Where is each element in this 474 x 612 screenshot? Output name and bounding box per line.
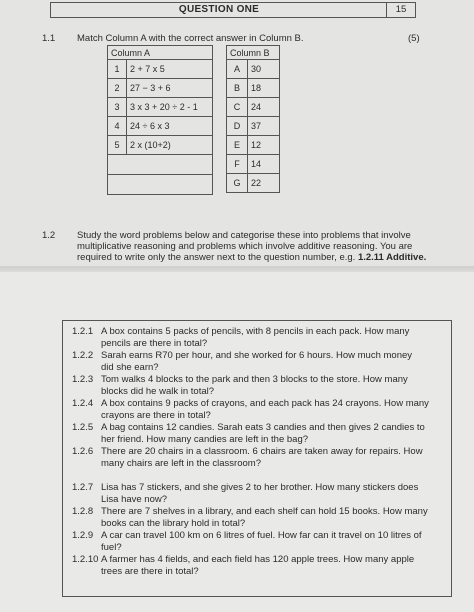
q12-line-with-example xyxy=(77,252,457,263)
column-b-row xyxy=(227,155,280,174)
problem-text: A farmer has 4 fields, and each field has 120 apple trees. How many apple trees are there in total? xyxy=(101,554,415,577)
question-header-bar xyxy=(50,2,416,18)
column-b-letter: B xyxy=(227,79,248,98)
column-b-letter: F xyxy=(227,155,248,174)
column-a-table xyxy=(107,45,213,195)
column-b-value: 22 xyxy=(248,174,280,193)
column-a-empty-row xyxy=(108,175,213,195)
q12-line: Study the word problems below and categorise these into problems that involve xyxy=(77,230,411,241)
column-b-value: 37 xyxy=(248,117,280,136)
column-b-row xyxy=(227,136,280,155)
question-total-marks: 15 xyxy=(386,3,415,17)
column-a-row-number: 5 xyxy=(108,136,127,155)
column-b-letter: C xyxy=(227,98,248,117)
q12-instruction xyxy=(77,230,457,263)
column-b-row xyxy=(227,98,280,117)
column-b-row xyxy=(227,60,280,79)
question-title: QUESTION ONE xyxy=(178,4,260,15)
problem-number: 1.2.7 xyxy=(72,482,94,493)
column-a-row xyxy=(108,79,213,98)
column-b-row xyxy=(227,117,280,136)
q11-instruction: Match Column A with the correct answer in Column B. xyxy=(77,33,304,44)
problem-text: There are 20 chairs in a classroom. 6 chairs are taken away for repairs. How many chairs are left in the classroom? xyxy=(101,446,423,469)
problem-text: A bag contains 12 candies. Sarah eats 3 candies and then gives 2 candies to her friend. How many candies are left in the bag? xyxy=(101,422,425,445)
q12-line: multiplicative reasoning and problems which involve additive reasoning. You are xyxy=(77,241,413,252)
column-b-row xyxy=(227,79,280,98)
column-b-value: 14 xyxy=(248,155,280,174)
problem-number: 1.2.2 xyxy=(72,350,94,361)
problem-text: Tom walks 4 blocks to the park and then 3 blocks to the store. How many blocks did he walk in total? xyxy=(101,374,408,397)
problem-text: There are 7 shelves in a library, and each shelf can hold 15 books. How many books can the library hold in total? xyxy=(101,506,428,529)
problem-number: 1.2.3 xyxy=(72,374,94,385)
column-a-row xyxy=(108,117,213,136)
column-a-expression: 2 + 7 x 5 xyxy=(127,60,213,79)
q12-line: required to write only the answer next to the question number, e.g. xyxy=(77,252,356,263)
column-b-value: 24 xyxy=(248,98,280,117)
q12-number: 1.2 xyxy=(42,230,56,241)
column-a-expression: 27 − 3 + 6 xyxy=(127,79,213,98)
column-b-row xyxy=(227,174,280,193)
problem-number: 1.2.6 xyxy=(72,446,94,457)
column-b-value: 12 xyxy=(248,136,280,155)
word-problems-box xyxy=(62,320,452,597)
column-b-letter: D xyxy=(227,117,248,136)
q12-example: 1.2.11 Additive. xyxy=(357,252,427,263)
column-a-row xyxy=(108,60,213,79)
column-b-value: 18 xyxy=(248,79,280,98)
problem-number: 1.2.10 xyxy=(72,554,99,565)
q11-number: 1.1 xyxy=(42,33,56,44)
problem-text: A box contains 5 packs of pencils, with 8 pencils in each pack. How many pencils are there in total? xyxy=(101,326,410,349)
column-a-row xyxy=(108,136,213,155)
column-b-letter: E xyxy=(227,136,248,155)
column-b-letter: G xyxy=(227,174,248,193)
column-a-header: Column A xyxy=(108,46,213,60)
column-a-expression: 2 x (10+2) xyxy=(127,136,213,155)
problem-number: 1.2.1 xyxy=(72,326,94,337)
problem-text: Lisa has 7 stickers, and she gives 2 to her brother. How many stickers does Lisa have now? xyxy=(101,482,419,505)
column-b-table xyxy=(226,45,280,193)
column-a-empty-row xyxy=(108,155,213,175)
column-a-row-number: 3 xyxy=(108,98,127,117)
problem-text: A box contains 9 packs of crayons, and each pack has 24 crayons. How many crayons are there in total? xyxy=(101,398,429,421)
problem-number: 1.2.9 xyxy=(72,530,94,541)
column-b-value: 30 xyxy=(248,60,280,79)
problem-number: 1.2.8 xyxy=(72,506,94,517)
problem-text: A car can travel 100 km on 6 litres of fuel. How far can it travel on 10 litres of fuel? xyxy=(101,530,422,553)
column-b-header: Column B xyxy=(227,46,280,60)
problem-number: 1.2.5 xyxy=(72,422,94,433)
column-b-letter: A xyxy=(227,60,248,79)
column-a-row xyxy=(108,98,213,117)
column-a-row-number: 2 xyxy=(108,79,127,98)
column-a-row-number: 1 xyxy=(108,60,127,79)
problem-number: 1.2.4 xyxy=(72,398,94,409)
column-a-row-number: 4 xyxy=(108,117,127,136)
problem-text: Sarah earns R70 per hour, and she worked for 6 hours. How much money did she earn? xyxy=(101,350,413,373)
column-a-expression: 24 ÷ 6 x 3 xyxy=(127,117,213,136)
q11-marks: (5) xyxy=(408,33,420,44)
column-a-expression: 3 x 3 + 20 ÷ 2 - 1 xyxy=(127,98,213,117)
